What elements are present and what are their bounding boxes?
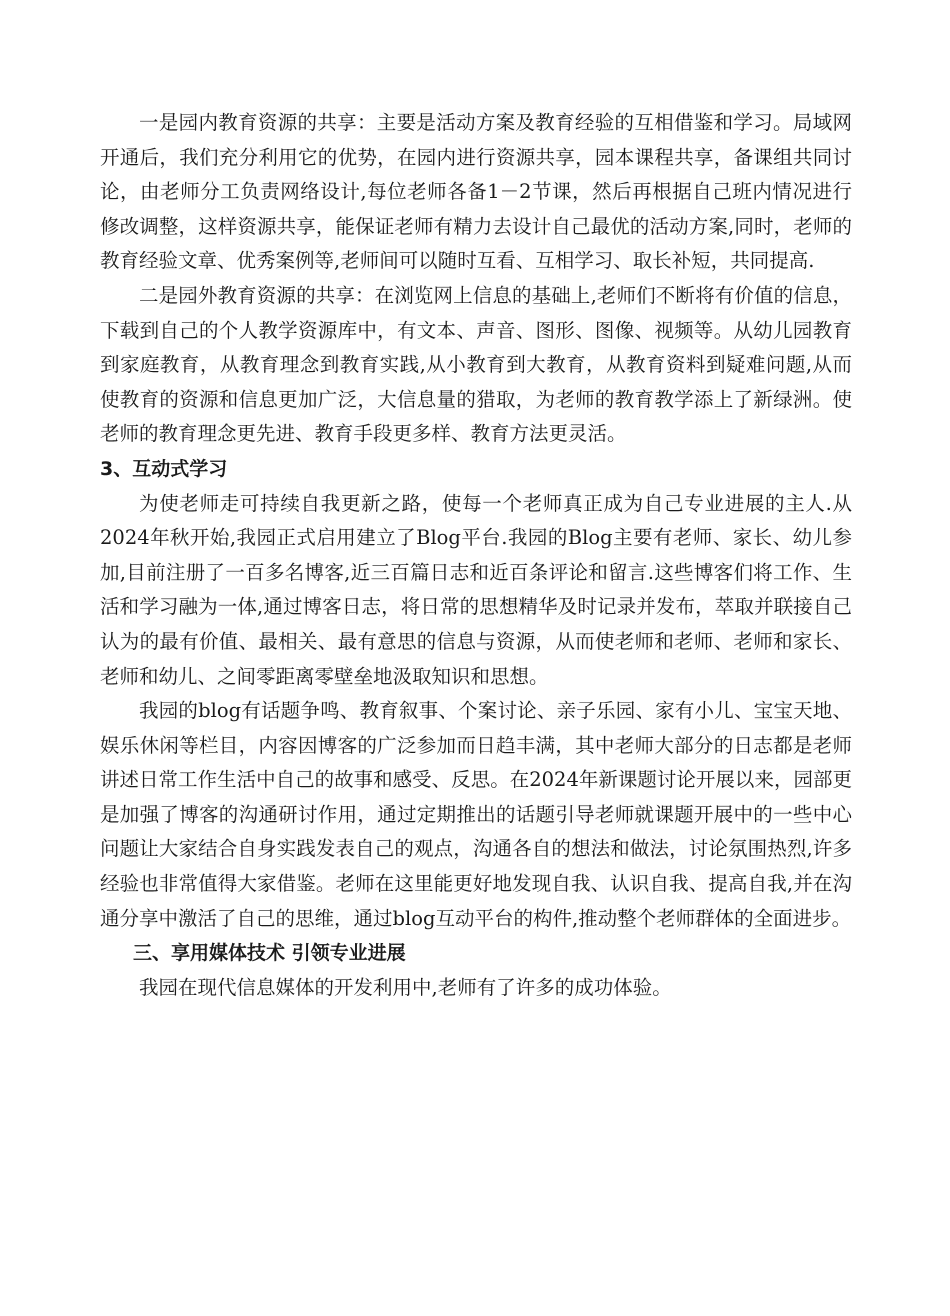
document-body: [100, 106, 852, 1005]
paragraph-blog-platform: 为使老师走可持续自我更新之路，使每一个老师真正成为自己专业进展的主人.从2024年秋开始,我园正式启用建立了Blog平台.我园的Blog主要有老师、家长、幼儿参加,目前注册了一百多名博客,近三百篇日志和近百条评论和留言.这些博客们将工作、生活和学习融为一体,通过博客日志，将日常的思想精华及时记录并发布，萃取并联接自己认为的最有价值、最相关、最有意思的信息与资源，从而使老师和老师、老师和家长、老师和幼儿、之间零距离零壁垒地汲取知识和思想。: [100, 491, 852, 688]
paragraph-media-experience: 我园在现代信息媒体的开发利用中,老师有了许多的成功体验。: [139, 975, 672, 999]
paragraph-blog-columns: 我园的blog有话题争鸣、教育叙事、个案讨论、亲子乐园、家有小儿、宝宝天地、娱乐休闲等栏目，内容因博客的广泛参加而日趋丰满，其中老师大部分的日志都是老师讲述日常工作生活中自己的故事和感受、反思。在2024年新课题讨论开展以来，园部更是加强了博客的沟通研讨作用，通过定期推出的话题引导老师就课题开展中的一些中心问题让大家结合自身实践发表自己的观点，沟通各自的想法和做法，讨论氛围热烈,许多经验也非常值得大家借鉴。老师在这里能更好地发现自我、认识自我、提高自我,并在沟通分享中激活了自己的思维，通过blog互动平台的构件,推动整个老师群体的全面进步。: [100, 699, 852, 930]
paragraph-internal-resource-sharing: 一是园内教育资源的共享：主要是活动方案及教育经验的互相借鉴和学习。局域网开通后，我们充分利用它的优势，在园内进行资源共享，园本课程共享，备课组共同讨论，由老师分工负责网络设计,每位老师各备1－2节课，然后再根据自己班内情况进行修改调整，这样资源共享，能保证老师有精力去设计自己最优的活动方案,同时，老师的教育经验文章、优秀案例等,老师间可以随时互看、互相学习、取长补短，共同提高.: [100, 111, 852, 273]
paragraph-external-resource-sharing: 二是园外教育资源的共享：在浏览网上信息的基础上,老师们不断将有价值的信息，下载到自己的个人教学资源库中，有文本、声音、图形、图像、视频等。从幼儿园教育到家庭教育，从教育理念到教育实践,从小教育到大教育，从教育资料到疑难问题,从而使教育的资源和信息更加广泛，大信息量的猎取，为老师的教育教学添上了新绿洲。使老师的教育理念更先进、教育手段更多样、教育方法更灵活。: [100, 283, 852, 446]
section-heading-media-technology: 三、享用媒体技术 引领专业进展: [133, 942, 406, 965]
section-heading-interactive-learning: 3、互动式学习: [100, 457, 228, 480]
